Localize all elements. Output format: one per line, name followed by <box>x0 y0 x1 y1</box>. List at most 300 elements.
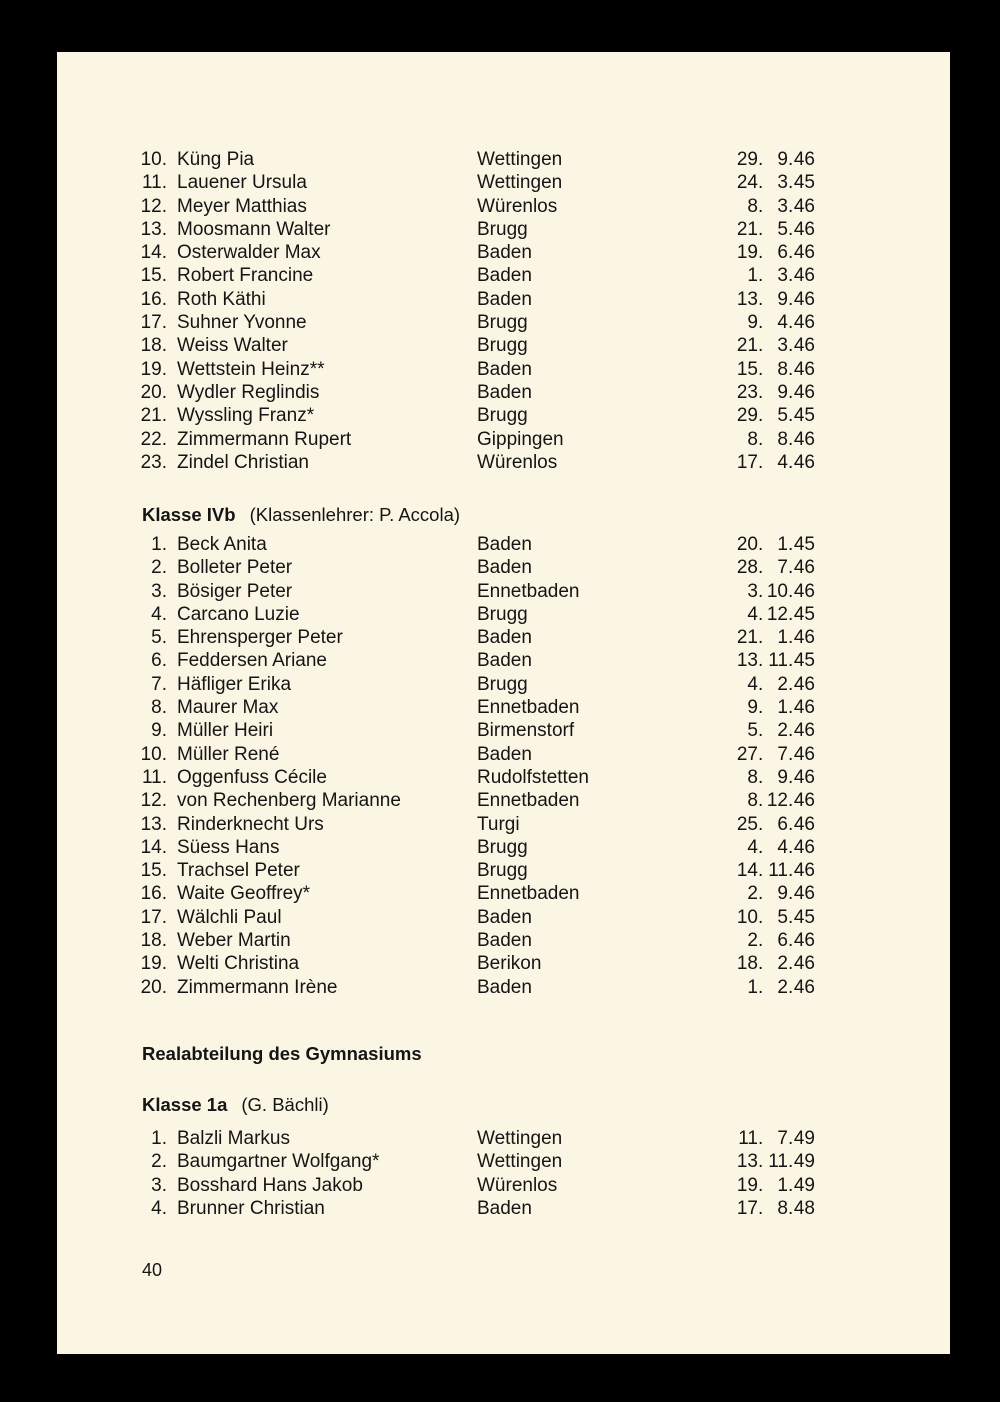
student-row <box>57 603 950 626</box>
birth-day: 13 <box>736 288 758 310</box>
student-name: Brunner Christian <box>177 1197 325 1219</box>
student-town: Baden <box>477 930 532 952</box>
student-row <box>57 882 950 905</box>
student-row <box>57 148 950 171</box>
student-town: Baden <box>477 557 532 579</box>
student-row <box>57 1127 950 1150</box>
row-number: 3. <box>151 1174 167 1196</box>
birth-month: 7 <box>777 1128 788 1149</box>
birth-day: 20 <box>736 534 758 555</box>
student-row <box>57 533 950 556</box>
birth-date: 29 . 9 . 46 <box>697 148 815 171</box>
row-number: 10. <box>140 149 167 170</box>
student-town: Würenlos <box>477 451 558 473</box>
student-row <box>57 195 950 218</box>
birth-date: 15 . 8 . 46 <box>697 358 815 381</box>
student-list-continued <box>57 148 950 474</box>
student-town: Baden <box>477 627 532 649</box>
student-row <box>57 404 950 427</box>
student-town: Wettingen <box>477 1151 563 1173</box>
birth-month: 11 <box>768 1151 788 1173</box>
birth-year: 46 <box>793 218 815 240</box>
student-row <box>57 906 950 929</box>
page-number: 40 <box>142 1260 163 1280</box>
birth-year: 46 <box>793 149 815 170</box>
birth-date: 8 . 8 . 46 <box>697 428 815 451</box>
birth-date: 17 . 8 . 48 <box>697 1197 815 1220</box>
student-town: Ennetbaden <box>477 580 580 602</box>
birth-year: 46 <box>793 335 815 357</box>
birth-date: 5 . 2 . 46 <box>697 719 815 742</box>
student-town: Brugg <box>477 405 528 427</box>
student-name: Suhner Yvonne <box>177 312 307 334</box>
birth-date: 4 . 12 . 45 <box>697 603 815 626</box>
birth-date: 10 . 5 . 45 <box>697 906 815 929</box>
birth-year: 46 <box>793 358 815 380</box>
birth-year: 46 <box>793 883 815 905</box>
birth-year: 46 <box>793 766 815 788</box>
birth-day: 13 <box>736 650 758 672</box>
birth-day: 4 <box>747 603 758 625</box>
student-row <box>57 451 950 474</box>
birth-year: 46 <box>793 673 815 695</box>
birth-year: 46 <box>793 836 815 858</box>
row-number: 20. <box>140 381 167 403</box>
student-name: Roth Käthi <box>177 288 266 310</box>
birth-date: 13 . 11 . 45 <box>697 649 815 672</box>
birth-year: 46 <box>793 697 815 719</box>
birth-year: 49 <box>793 1151 815 1173</box>
birth-month: 7 <box>777 743 788 765</box>
birth-date: 17 . 4 . 46 <box>697 451 815 474</box>
student-name: Robert Francine <box>177 265 314 287</box>
student-town: Ennetbaden <box>477 883 580 905</box>
birth-month: 2 <box>777 953 788 975</box>
student-name: Häfliger Erika <box>177 673 292 695</box>
student-town: Baden <box>477 381 532 403</box>
row-number: 3. <box>151 580 167 602</box>
class-title: Klasse 1a <box>142 1094 228 1115</box>
birth-date: 8 . 9 . 46 <box>697 766 815 789</box>
row-number: 23. <box>140 451 167 473</box>
row-number: 16. <box>140 883 167 905</box>
birth-day: 19 <box>736 1174 758 1196</box>
student-town: Berikon <box>477 953 542 975</box>
student-name: Zindel Christian <box>177 451 309 473</box>
birth-day: 3 <box>747 580 758 602</box>
student-name: Carcano Luzie <box>177 603 300 625</box>
birth-day: 10 <box>736 906 758 928</box>
birth-month: 6 <box>777 813 788 835</box>
birth-day: 17 <box>736 1197 758 1219</box>
birth-day: 4 <box>747 836 758 858</box>
row-number: 19. <box>140 358 167 380</box>
birth-date: 11 . 7 . 49 <box>697 1127 815 1150</box>
birth-date: 2 . 6 . 46 <box>697 929 815 952</box>
student-name: Wyssling Franz* <box>177 405 315 427</box>
student-row <box>57 1174 950 1197</box>
student-name: Zimmermann Rupert <box>177 428 352 450</box>
birth-day: 13 <box>736 1151 758 1173</box>
student-town: Wettingen <box>477 1128 563 1149</box>
birth-year: 46 <box>793 381 815 403</box>
class-teacher: (G. Bächli) <box>241 1094 329 1115</box>
row-number: 2. <box>151 1151 167 1173</box>
row-number: 9. <box>151 720 167 742</box>
student-row <box>57 580 950 603</box>
student-list-ivb <box>57 533 950 999</box>
birth-month: 9 <box>777 288 788 310</box>
student-town: Baden <box>477 743 532 765</box>
section-title: Realabteilung des Gymnasiums <box>142 1043 422 1064</box>
birth-month: 1 <box>777 1174 788 1196</box>
row-number: 6. <box>151 650 167 672</box>
birth-year: 49 <box>793 1128 815 1149</box>
birth-month: 4 <box>777 451 788 473</box>
student-town: Baden <box>477 242 532 264</box>
student-name: von Rechenberg Marianne <box>177 790 401 812</box>
birth-month: 9 <box>777 766 788 788</box>
birth-date: 19 . 1 . 49 <box>697 1174 815 1197</box>
student-name: Welti Christina <box>177 953 300 975</box>
student-name: Ehrensperger Peter <box>177 627 343 649</box>
birth-date: 3 . 10 . 46 <box>697 580 815 603</box>
student-town: Wettingen <box>477 172 563 194</box>
class-teacher: (Klassenlehrer: P. Accola) <box>249 504 461 525</box>
birth-day: 1 <box>747 265 758 287</box>
student-row <box>57 428 950 451</box>
student-row <box>57 626 950 649</box>
birth-date: 28 . 7 . 46 <box>697 556 815 579</box>
row-number: 13. <box>140 813 167 835</box>
birth-month: 3 <box>777 265 788 287</box>
student-row <box>57 696 950 719</box>
birth-date: 21 . 5 . 46 <box>697 218 815 241</box>
birth-year: 45 <box>793 906 815 928</box>
student-row <box>57 929 950 952</box>
row-number: 15. <box>140 860 167 882</box>
birth-month: 1 <box>777 534 788 555</box>
student-name: Beck Anita <box>177 534 267 555</box>
birth-month: 9 <box>777 381 788 403</box>
birth-date: 14 . 11 . 46 <box>697 859 815 882</box>
birth-day: 14 <box>736 860 758 882</box>
birth-day: 5 <box>747 720 758 742</box>
birth-day: 4 <box>747 673 758 695</box>
birth-year: 45 <box>793 534 815 555</box>
birth-year: 46 <box>793 242 815 264</box>
student-row <box>57 649 950 672</box>
student-name: Bösiger Peter <box>177 580 293 602</box>
row-number: 7. <box>151 673 167 695</box>
student-row <box>57 766 950 789</box>
birth-year: 45 <box>793 172 815 194</box>
student-town: Baden <box>477 534 532 555</box>
birth-month: 3 <box>777 172 788 194</box>
document-page <box>57 52 950 1354</box>
student-town: Brugg <box>477 603 528 625</box>
birth-date: 4 . 4 . 46 <box>697 836 815 859</box>
student-name: Trachsel Peter <box>177 860 300 882</box>
birth-date: 18 . 2 . 46 <box>697 952 815 975</box>
student-row <box>57 789 950 812</box>
row-number: 19. <box>140 953 167 975</box>
student-town: Brugg <box>477 836 528 858</box>
student-name: Maurer Max <box>177 697 279 719</box>
student-row <box>57 743 950 766</box>
student-name: Wydler Reglindis <box>177 381 320 403</box>
birth-year: 48 <box>793 1197 815 1219</box>
row-number: 18. <box>140 335 167 357</box>
birth-day: 18 <box>736 953 758 975</box>
student-row <box>57 673 950 696</box>
student-name: Bolleter Peter <box>177 557 293 579</box>
birth-year: 46 <box>793 265 815 287</box>
birth-month: 5 <box>777 906 788 928</box>
birth-year: 46 <box>793 451 815 473</box>
row-number: 1. <box>151 1128 167 1149</box>
student-row <box>57 813 950 836</box>
student-town: Brugg <box>477 673 528 695</box>
birth-year: 46 <box>793 953 815 975</box>
birth-date: 1 . 2 . 46 <box>697 976 815 999</box>
birth-day: 1 <box>747 976 758 998</box>
student-town: Brugg <box>477 860 528 882</box>
student-row <box>57 556 950 579</box>
row-number: 21. <box>140 405 167 427</box>
student-name: Waite Geoffrey* <box>177 883 311 905</box>
birth-day: 8 <box>747 790 758 812</box>
student-name: Rinderknecht Urs <box>177 813 324 835</box>
student-name: Meyer Matthias <box>177 195 307 217</box>
birth-month: 2 <box>777 673 788 695</box>
class-title: Klasse IVb <box>142 504 236 525</box>
row-number: 10. <box>140 743 167 765</box>
student-name: Baumgartner Wolfgang* <box>177 1151 380 1173</box>
birth-day: 23 <box>736 381 758 403</box>
birth-month: 3 <box>777 195 788 217</box>
student-name: Weiss Walter <box>177 335 288 357</box>
birth-month: 6 <box>777 242 788 264</box>
row-number: 14. <box>140 836 167 858</box>
birth-date: 23 . 9 . 46 <box>697 381 815 404</box>
birth-month: 4 <box>777 836 788 858</box>
birth-day: 2 <box>747 930 758 952</box>
student-town: Ennetbaden <box>477 790 580 812</box>
student-row <box>57 241 950 264</box>
birth-day: 25 <box>736 813 758 835</box>
birth-year: 46 <box>793 813 815 835</box>
birth-month: 2 <box>777 720 788 742</box>
birth-year: 46 <box>793 720 815 742</box>
student-name: Balzli Markus <box>177 1128 290 1149</box>
birth-date: 19 . 6 . 46 <box>697 241 815 264</box>
birth-month: 5 <box>777 405 788 427</box>
birth-date: 24 . 3 . 45 <box>697 171 815 194</box>
birth-year: 46 <box>793 976 815 998</box>
row-number: 15. <box>140 265 167 287</box>
birth-month: 5 <box>777 218 788 240</box>
birth-date: 25 . 6 . 46 <box>697 813 815 836</box>
birth-day: 9 <box>747 697 758 719</box>
student-row <box>57 1150 950 1173</box>
student-town: Baden <box>477 265 532 287</box>
student-name: Süess Hans <box>177 836 280 858</box>
student-row <box>57 288 950 311</box>
birth-month: 4 <box>777 312 788 334</box>
birth-year: 46 <box>793 195 815 217</box>
row-number: 11. <box>141 766 167 788</box>
birth-month: 2 <box>777 976 788 998</box>
row-number: 2. <box>151 557 167 579</box>
student-row <box>57 1197 950 1220</box>
row-number: 22. <box>140 428 167 450</box>
student-name: Feddersen Ariane <box>177 650 327 672</box>
student-town: Baden <box>477 976 532 998</box>
student-row <box>57 218 950 241</box>
birth-year: 46 <box>793 312 815 334</box>
student-name: Wettstein Heinz** <box>177 358 325 380</box>
birth-month: 3 <box>777 335 788 357</box>
birth-day: 17 <box>736 451 758 473</box>
student-name: Wälchli Paul <box>177 906 282 928</box>
row-number: 16. <box>140 288 167 310</box>
row-number: 4. <box>151 1197 167 1219</box>
birth-day: 2 <box>747 883 758 905</box>
class-heading-1a <box>142 1094 329 1116</box>
birth-year: 46 <box>793 860 815 882</box>
birth-day: 27 <box>736 743 758 765</box>
student-town: Brugg <box>477 218 528 240</box>
birth-day: 21 <box>736 335 758 357</box>
student-town: Baden <box>477 650 532 672</box>
birth-year: 46 <box>793 743 815 765</box>
birth-day: 28 <box>736 557 758 579</box>
birth-date: 21 . 3 . 46 <box>697 334 815 357</box>
student-name: Moosmann Walter <box>177 218 331 240</box>
birth-day: 15 <box>736 358 758 380</box>
student-town: Würenlos <box>477 195 558 217</box>
row-number: 12. <box>140 790 167 812</box>
row-number: 5. <box>151 627 167 649</box>
birth-month: 9 <box>777 883 788 905</box>
row-number: 8. <box>151 697 167 719</box>
birth-month: 11 <box>768 650 788 672</box>
birth-year: 45 <box>793 405 815 427</box>
birth-year: 46 <box>793 288 815 310</box>
birth-date: 9 . 1 . 46 <box>697 696 815 719</box>
student-name: Oggenfuss Cécile <box>177 766 327 788</box>
birth-day: 19 <box>736 242 758 264</box>
student-row <box>57 264 950 287</box>
student-town: Brugg <box>477 335 528 357</box>
student-town: Rudolfstetten <box>477 766 589 788</box>
birth-month: 8 <box>777 428 788 450</box>
birth-year: 45 <box>793 650 815 672</box>
student-row <box>57 976 950 999</box>
student-town: Brugg <box>477 312 528 334</box>
student-town: Baden <box>477 358 532 380</box>
birth-date: 8 . 12 . 46 <box>697 789 815 812</box>
birth-day: 24 <box>736 172 758 194</box>
birth-month: 10 <box>766 580 788 602</box>
birth-year: 46 <box>793 428 815 450</box>
birth-year: 46 <box>793 790 815 812</box>
birth-date: 13 . 9 . 46 <box>697 288 815 311</box>
birth-day: 21 <box>736 218 758 240</box>
row-number: 17. <box>140 312 167 334</box>
birth-month: 1 <box>777 697 788 719</box>
student-name: Weber Martin <box>177 930 291 952</box>
birth-day: 21 <box>736 627 758 649</box>
student-row <box>57 358 950 381</box>
birth-date: 8 . 3 . 46 <box>697 195 815 218</box>
student-row <box>57 952 950 975</box>
birth-month: 9 <box>777 149 788 170</box>
row-number: 14. <box>140 242 167 264</box>
birth-date: 27 . 7 . 46 <box>697 743 815 766</box>
row-number: 1. <box>151 534 167 555</box>
student-name: Müller Heiri <box>177 720 274 742</box>
student-row <box>57 334 950 357</box>
birth-year: 46 <box>793 627 815 649</box>
student-row <box>57 311 950 334</box>
birth-date: 21 . 1 . 46 <box>697 626 815 649</box>
birth-month: 8 <box>777 358 788 380</box>
student-name: Osterwalder Max <box>177 242 321 264</box>
student-town: Gippingen <box>477 428 564 450</box>
row-number: 20. <box>140 976 167 998</box>
birth-year: 46 <box>793 580 815 602</box>
student-row <box>57 381 950 404</box>
student-row <box>57 859 950 882</box>
student-town: Ennetbaden <box>477 697 580 719</box>
student-name: Bosshard Hans Jakob <box>177 1174 363 1196</box>
birth-month: 11 <box>768 860 788 882</box>
student-town: Baden <box>477 906 532 928</box>
birth-day: 8 <box>747 195 758 217</box>
birth-month: 1 <box>777 627 788 649</box>
row-number: 18. <box>140 930 167 952</box>
birth-year: 46 <box>793 557 815 579</box>
row-number: 12. <box>140 195 167 217</box>
row-number: 17. <box>140 906 167 928</box>
student-row <box>57 719 950 742</box>
student-list-1a <box>57 1127 950 1220</box>
birth-date: 20 . 1 . 45 <box>697 533 815 556</box>
student-row <box>57 836 950 859</box>
birth-date: 1 . 3 . 46 <box>697 264 815 287</box>
birth-date: 4 . 2 . 46 <box>697 673 815 696</box>
birth-month: 12 <box>766 603 788 625</box>
student-town: Wettingen <box>477 149 563 170</box>
birth-month: 7 <box>777 557 788 579</box>
student-name: Lauener Ursula <box>177 172 307 194</box>
class-heading-ivb <box>142 504 460 526</box>
student-town: Baden <box>477 288 532 310</box>
birth-day: 9 <box>747 312 758 334</box>
row-number: 13. <box>140 218 167 240</box>
student-town: Birmenstorf <box>477 720 575 742</box>
birth-date: 9 . 4 . 46 <box>697 311 815 334</box>
birth-month: 6 <box>777 930 788 952</box>
student-name: Zimmermann Irène <box>177 976 338 998</box>
birth-day: 29 <box>736 405 758 427</box>
birth-day: 8 <box>747 428 758 450</box>
student-name: Müller René <box>177 743 280 765</box>
row-number: 11. <box>141 172 167 194</box>
student-town: Turgi <box>477 813 520 835</box>
